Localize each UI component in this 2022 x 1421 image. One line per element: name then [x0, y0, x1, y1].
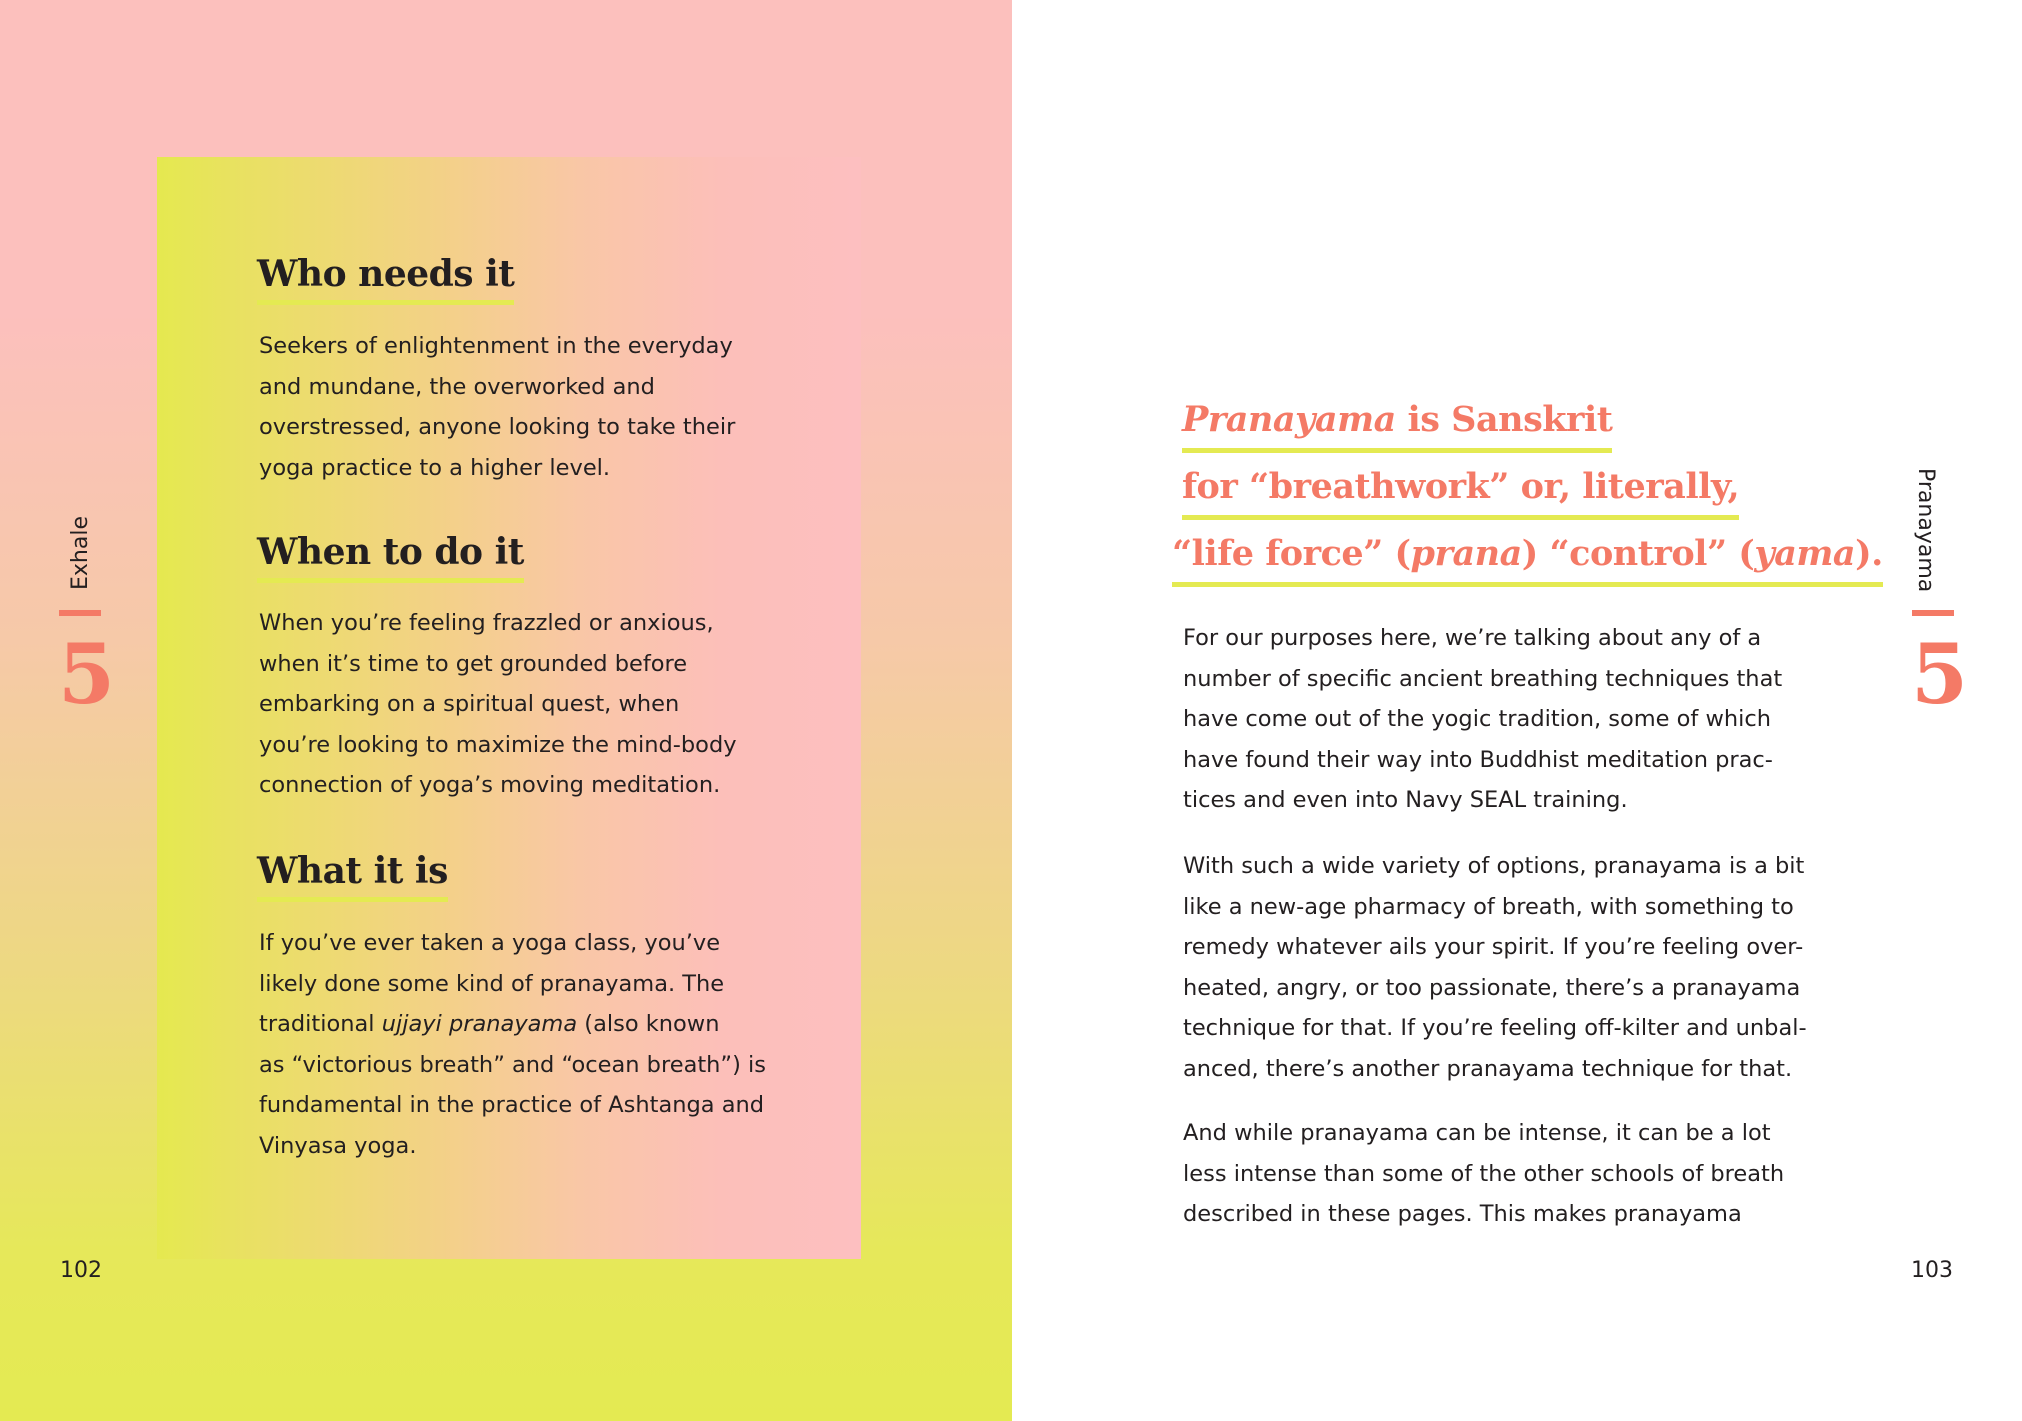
- text-line: embarking on a spiritual quest, when: [259, 691, 680, 717]
- text-line: you’re looking to maximize the mind-body: [259, 731, 737, 758]
- text-line: For our purposes here, we’re talking about any of a: [1183, 625, 1762, 651]
- text-line: And while pranayama can be intense, it can be a lot: [1183, 1120, 1771, 1146]
- text-line: remedy whatever ails your spirit. If you’re feeling over-: [1183, 934, 1804, 960]
- section-body-when-to-do-it: [259, 603, 799, 806]
- text-line: If you’ve ever taken a yoga class, you’ve: [259, 930, 721, 956]
- text-line: have found their way into Buddhist meditation prac-: [1183, 746, 1773, 773]
- text-line: connection of yoga’s moving meditation.: [259, 772, 721, 798]
- italic-term: prana: [1410, 533, 1522, 574]
- chapter-number: 5: [58, 627, 116, 723]
- chapter-side-label: Pranayama: [1913, 468, 1938, 593]
- text-run: (also known: [577, 1011, 720, 1037]
- text-line: overstressed, anyone looking to take their: [259, 414, 736, 440]
- section-body-what-it-is: [259, 923, 799, 1166]
- pull-quote-line-2: for “breathwork” or, literally,: [1182, 465, 1739, 520]
- text-line: heated, angry, or too passionate, there’s a pranayama: [1183, 974, 1801, 1001]
- text-line: and mundane, the overworked and: [259, 373, 655, 400]
- text-line: when it’s time to get grounded before: [259, 650, 688, 677]
- chapter-side-rule: [1912, 610, 1954, 616]
- pull-quote-line-1: [1182, 398, 1612, 453]
- text-line: tices and even into Navy SEAL training.: [1183, 787, 1628, 813]
- chapter-number: 5: [1911, 627, 1969, 723]
- paragraph-3: [1183, 1113, 1823, 1235]
- paragraph-1: [1183, 618, 1823, 821]
- section-heading-when-to-do-it: When to do it: [257, 530, 524, 583]
- text-run: traditional: [259, 1011, 382, 1037]
- text-line: anced, there’s another pranayama technique for that.: [1183, 1055, 1793, 1082]
- italic-term: Pranayama: [1182, 399, 1396, 440]
- text-line: [259, 1004, 799, 1045]
- text-line: number of specific ancient breathing techniques that: [1183, 665, 1783, 692]
- text-line: described in these pages. This makes pranayama: [1183, 1201, 1742, 1227]
- text-line: less intense than some of the other schools of breath: [1183, 1160, 1785, 1187]
- text-run: ) “control” (: [1521, 533, 1755, 574]
- page-number: 103: [1911, 1258, 1953, 1283]
- italic-term: ujjayi pranayama: [381, 1011, 578, 1037]
- text-line: as “victorious breath” and “ocean breath”) is: [259, 1051, 766, 1078]
- text-line: have come out of the yogic tradition, some of which: [1183, 706, 1772, 732]
- text-line: With such a wide variety of options, pranayama is a bit: [1183, 853, 1805, 879]
- chapter-side-label: Exhale: [68, 516, 93, 590]
- text-run: ).: [1855, 533, 1883, 574]
- page-number: 102: [60, 1258, 102, 1283]
- section-heading-what-it-is: What it is: [257, 849, 448, 902]
- text-run: is Sanskrit: [1395, 399, 1613, 440]
- text-line: fundamental in the practice of Ashtanga and: [259, 1092, 765, 1118]
- right-page: [1012, 0, 2022, 1421]
- text-line: When you’re feeling frazzled or anxious,: [259, 610, 714, 636]
- pull-quote-line-3: [1172, 532, 1883, 587]
- text-line: likely done some kind of pranayama. The: [259, 970, 725, 997]
- text-line: yoga practice to a higher level.: [259, 454, 611, 481]
- chapter-side-rule: [59, 610, 101, 616]
- text-line: Vinyasa yoga.: [259, 1132, 417, 1159]
- paragraph-2: [1183, 846, 1823, 1089]
- text-run: “life force” (: [1172, 533, 1411, 574]
- section-body-who-needs-it: [259, 326, 799, 488]
- italic-term: yama: [1754, 533, 1856, 574]
- text-line: technique for that. If you’re feeling off-kilter and unbal-: [1183, 1015, 1807, 1041]
- section-heading-who-needs-it: Who needs it: [257, 252, 514, 305]
- text-line: Seekers of enlightenment in the everyday: [259, 333, 733, 359]
- text-line: like a new-age pharmacy of breath, with something to: [1183, 893, 1794, 920]
